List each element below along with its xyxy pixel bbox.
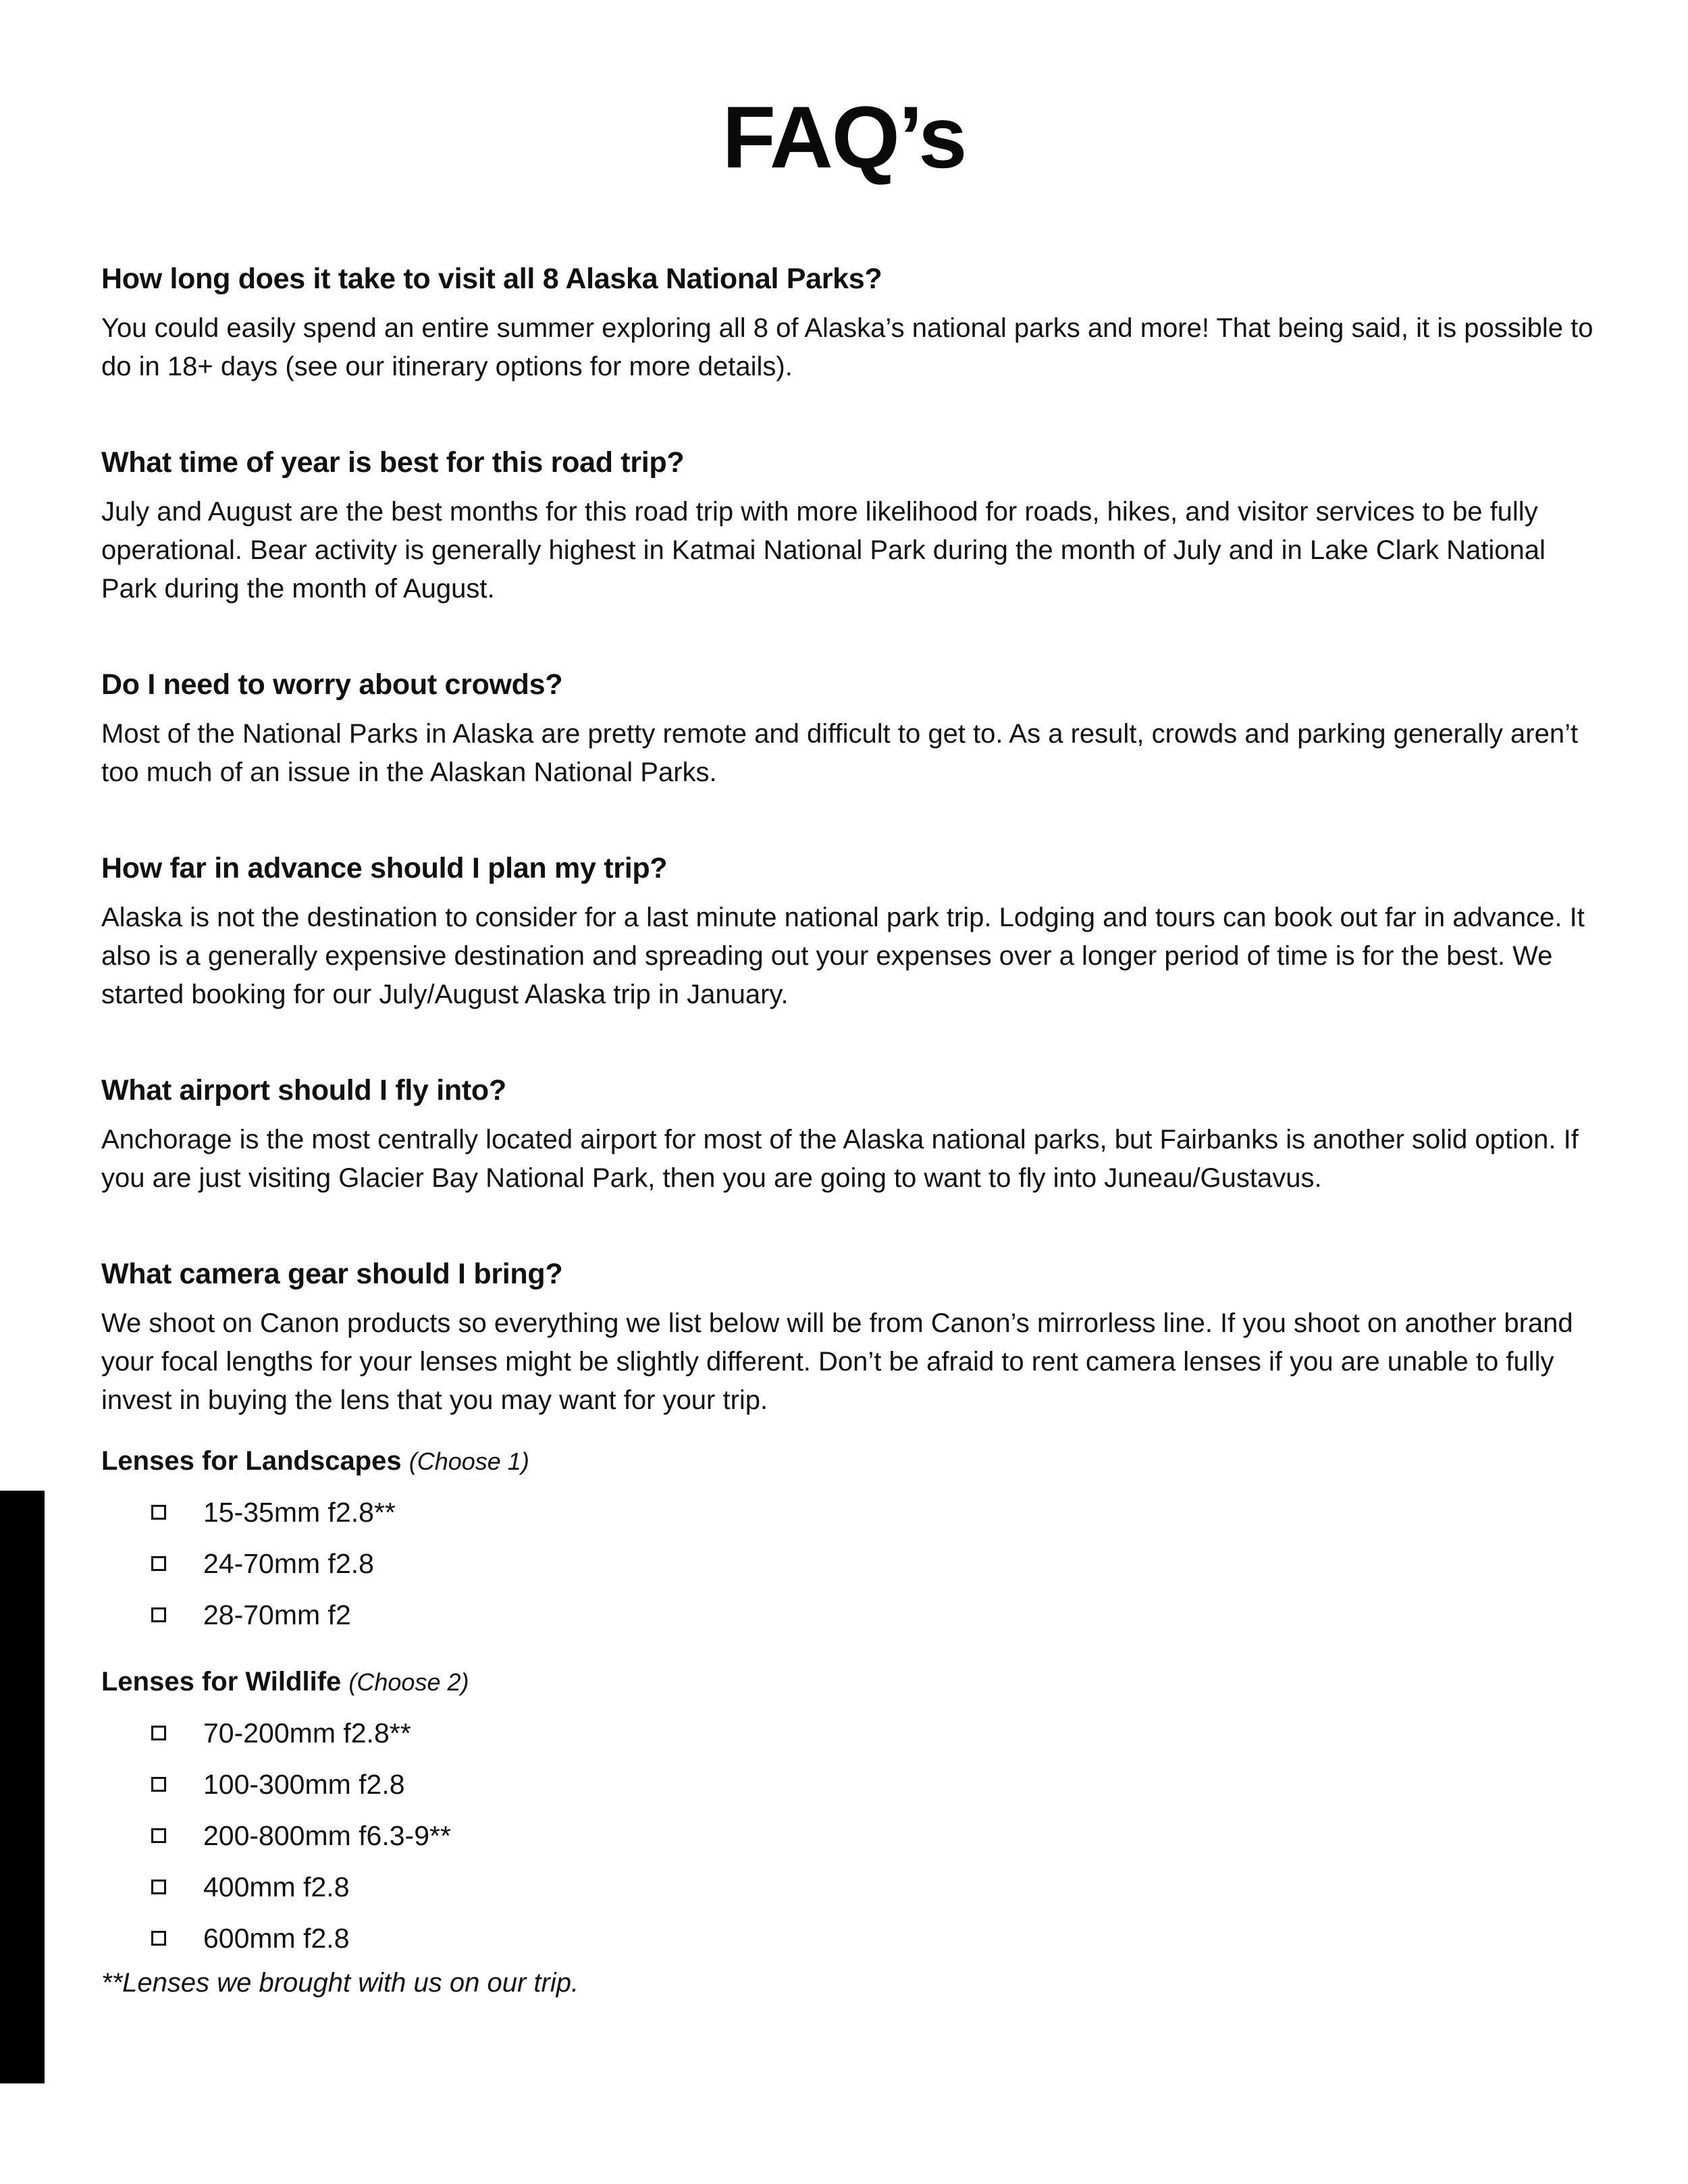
checkbox[interactable] xyxy=(151,1828,166,1843)
lens-item xyxy=(151,1759,1600,1810)
lens-item xyxy=(151,1487,1600,1538)
faq-item xyxy=(101,440,1600,608)
lens-item xyxy=(151,1810,1600,1861)
faq-item xyxy=(101,257,1600,386)
checkbox[interactable] xyxy=(151,1726,166,1740)
checkbox[interactable] xyxy=(151,1556,166,1571)
lens-item xyxy=(151,1913,1600,1964)
lens-label: 70-200mm f2.8** xyxy=(203,1717,411,1749)
landscape-lenses-heading xyxy=(101,1440,1600,1483)
faq-answer: Alaska is not the destination to consider for a last minute national park trip. Lodging and tours can book out far in advance. It also is a generally expensive destination and spreading out your expenses over a longer period of time is for the best. We started booking for our July/August Alaska trip in January. xyxy=(101,903,1585,1009)
lens-label: 200-800mm f6.3-9** xyxy=(203,1819,451,1851)
faq-answer: July and August are the best months for this road trip with more likelihood for roads, hikes, and visitor services to be fully operational. Bear activity is generally highest in Katmai National Park during the month of July and in Lake Clark National Park during the month of August. xyxy=(101,497,1546,604)
faq-question: How far in advance should I plan my trip? xyxy=(101,852,668,884)
lens-label: 28-70mm f2 xyxy=(203,1599,351,1630)
faq-answer: Most of the National Parks in Alaska are pretty remote and difficult to get to. As a result, crowds and parking generally aren’t too much of an issue in the Alaskan National Parks. xyxy=(101,719,1579,787)
wildlife-lens-list xyxy=(101,1707,1600,1964)
lens-item xyxy=(151,1538,1600,1589)
checkbox[interactable] xyxy=(151,1505,166,1520)
faq-answer: We shoot on Canon products so everything we list below will be from Canon’s mirrorless line. If you shoot on another brand your focal lengths for your lenses might be slightly different. Don’t be afraid to rent camera lenses if you are unable to fully invest in buying the lens that you may want for your trip. xyxy=(101,1308,1573,1415)
faq-answer: You could easily spend an entire summer exploring all 8 of Alaska’s national parks and more! That being said, it is possible to do in 18+ days (see our itinerary options for more details). xyxy=(101,313,1593,381)
wildlife-lenses-title: Lenses for Wildlife xyxy=(101,1667,342,1697)
faq-item xyxy=(101,846,1600,1014)
faq-question: What airport should I fly into? xyxy=(101,1074,506,1107)
faq-question: What time of year is best for this road trip? xyxy=(101,446,685,479)
lens-label: 400mm f2.8 xyxy=(203,1871,350,1902)
side-tab-bar xyxy=(0,1491,45,2083)
lens-label: 15-35mm f2.8** xyxy=(203,1496,396,1528)
wildlife-lenses-heading xyxy=(101,1661,1600,1703)
checkbox[interactable] xyxy=(151,1880,166,1894)
lens-label: 100-300mm f2.8 xyxy=(203,1768,405,1800)
checkbox[interactable] xyxy=(151,1931,166,1946)
page-title: FAQ’s xyxy=(722,88,966,186)
lens-label: 600mm f2.8 xyxy=(203,1922,350,1954)
wildlife-lenses-note: (Choose 2) xyxy=(348,1668,469,1696)
faq-item xyxy=(101,1252,1600,2002)
lens-item xyxy=(151,1861,1600,1913)
faq-content xyxy=(101,257,1600,2002)
landscape-lenses-note: (Choose 1) xyxy=(408,1447,529,1475)
checkbox[interactable] xyxy=(151,1777,166,1792)
lens-item xyxy=(151,1589,1600,1641)
landscape-lens-list xyxy=(101,1487,1600,1641)
checkbox[interactable] xyxy=(151,1607,166,1622)
lens-item xyxy=(151,1707,1600,1759)
footnote: **Lenses we brought with us on our trip. xyxy=(101,1968,579,1998)
faq-item xyxy=(101,662,1600,792)
landscape-lenses-title: Lenses for Landscapes xyxy=(101,1446,402,1476)
landscape-lenses xyxy=(101,1440,1600,1641)
faq-question: How long does it take to visit all 8 Alaska National Parks? xyxy=(101,263,882,295)
faq-question: Do I need to worry about crowds? xyxy=(101,668,563,701)
lens-label: 24-70mm f2.8 xyxy=(203,1547,374,1579)
faq-question: What camera gear should I bring? xyxy=(101,1258,563,1290)
faq-answer: Anchorage is the most centrally located airport for most of the Alaska national parks, but Fairbanks is another solid option. If you are just visiting Glacier Bay National Park, then you are going to want to fly into Juneau/Gustavus. xyxy=(101,1125,1579,1193)
wildlife-lenses xyxy=(101,1661,1600,1964)
faq-item xyxy=(101,1068,1600,1198)
